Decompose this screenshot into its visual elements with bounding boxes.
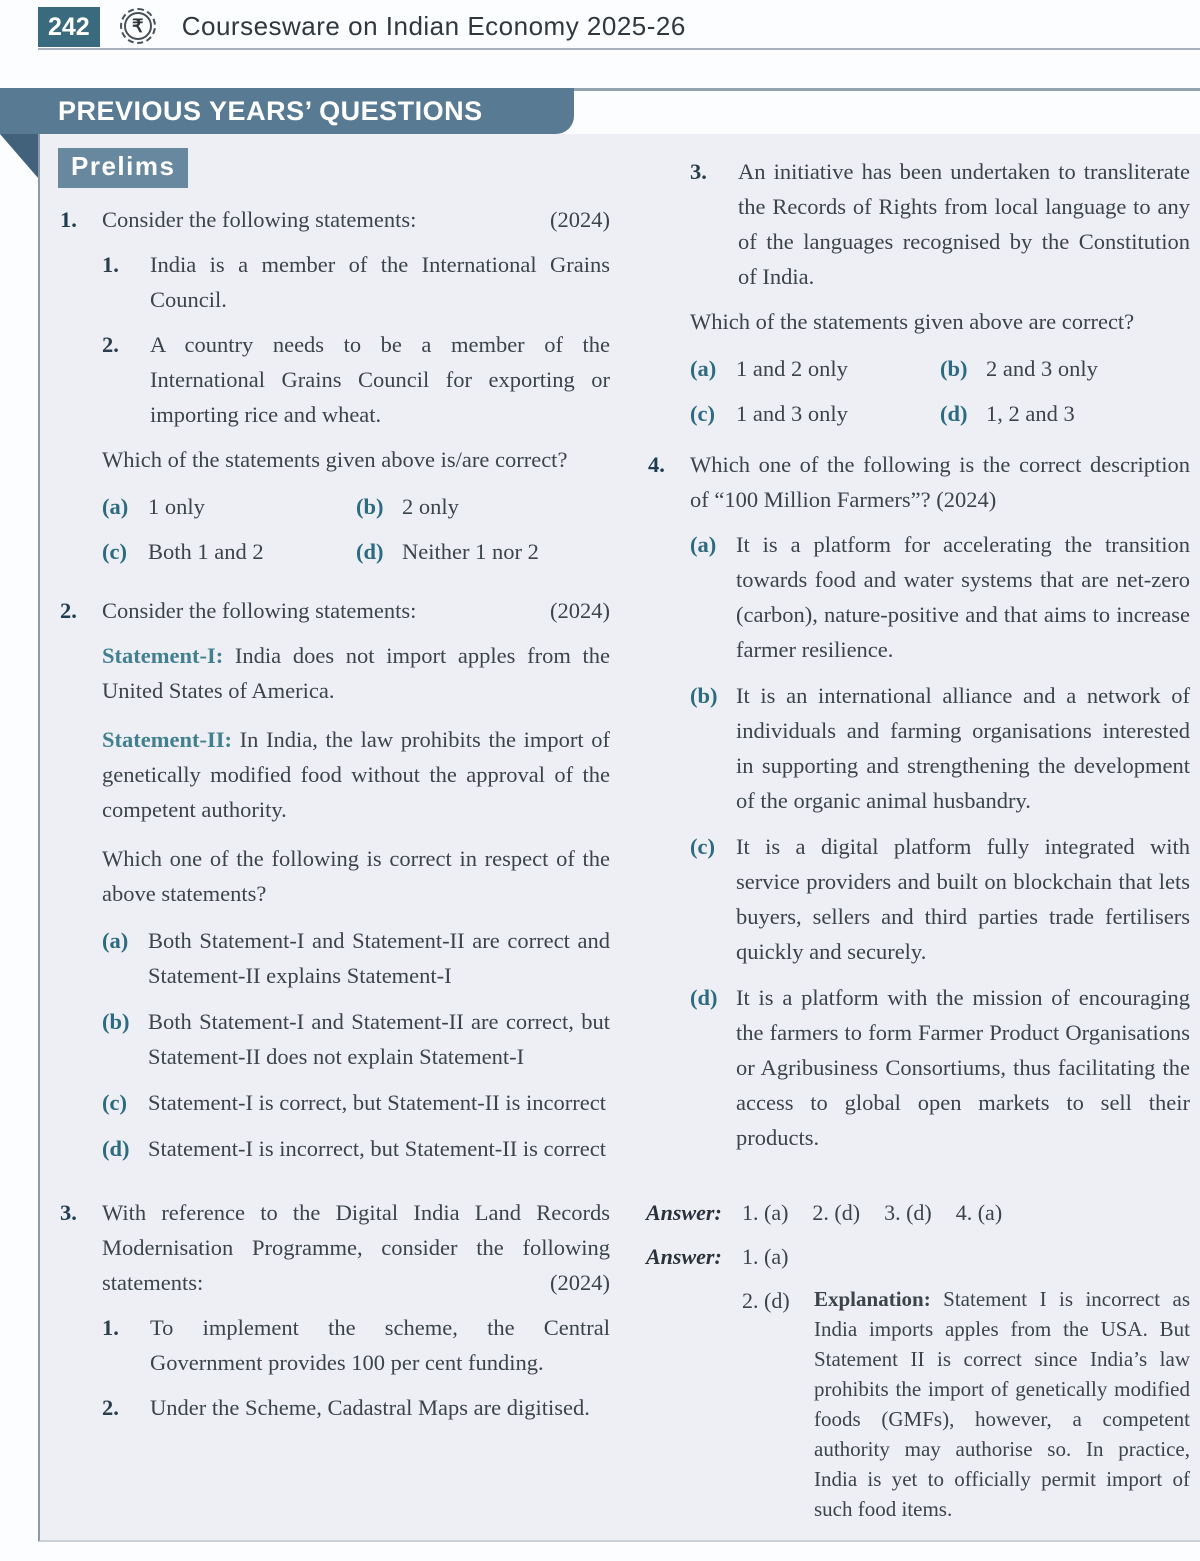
statement-text: A country needs to be a member of the International Grains Council for exporting or importing rice and wheat. — [150, 332, 610, 427]
question-body — [102, 593, 610, 1177]
option-b — [102, 1004, 610, 1074]
statement-II — [102, 722, 610, 827]
statement-number: 2. — [102, 332, 119, 357]
question-stem — [102, 202, 610, 237]
right-column — [646, 146, 1190, 1524]
option-letter: (b) — [356, 494, 384, 519]
question-year: (2024) — [936, 487, 997, 512]
book-title: Coursesware on Indian Economy 2025-26 — [181, 10, 686, 41]
option-letter: (b) — [940, 356, 968, 381]
statement-1 — [102, 1310, 610, 1380]
question-stem — [690, 447, 1190, 517]
statement-text: An initiative has been undertaken to transliterate the Records of Rights from local language to any of the languages recognised by the Constitution of India. — [738, 159, 1190, 289]
option-d — [102, 1131, 610, 1166]
question-prompt: Which of the statements given above is/are correct? — [102, 447, 568, 472]
option-b — [940, 351, 1190, 386]
statement-3 — [690, 154, 1190, 294]
option-letter: (a) — [102, 928, 129, 953]
answer-item: 2. (d) — [812, 1200, 861, 1225]
answer-items — [742, 1196, 1002, 1230]
section-banner: PREVIOUS YEARS’ QUESTIONS — [0, 88, 574, 134]
option-text: Both Statement-I and Statement-II are correct, but Statement-II does not explain Statement-I — [148, 1009, 610, 1069]
option-text: 2 and 3 only — [986, 356, 1098, 381]
prelims-badge: Prelims — [58, 148, 188, 188]
question-body — [690, 447, 1190, 1166]
statement-label: Statement-II: — [102, 727, 232, 752]
question-4 — [646, 447, 1190, 1166]
option-a — [102, 489, 356, 524]
option-letter: (c) — [102, 1090, 127, 1115]
option-c — [102, 534, 356, 569]
statement-text: India does not import apples from the United States of America. — [102, 643, 610, 703]
question-number: 4. — [648, 452, 665, 477]
answer-row-prelims — [646, 1196, 1190, 1230]
option-text: Statement-I is correct, but Statement-II is incorrect — [148, 1090, 606, 1115]
option-letter: (c) — [102, 539, 127, 564]
answer-item: 4. (a) — [955, 1200, 1003, 1225]
option-letter: (d) — [690, 985, 718, 1010]
option-a — [102, 923, 610, 993]
statement-text: India is a member of the International Grains Council. — [150, 252, 610, 312]
question-stem — [102, 1195, 610, 1300]
statement-number: 2. — [102, 1395, 119, 1420]
statement-1 — [102, 247, 610, 317]
option-text: 1 and 2 only — [736, 356, 848, 381]
statement-number: 1. — [102, 252, 119, 277]
option-letter: (a) — [690, 356, 717, 381]
statement-number: 1. — [102, 1315, 119, 1340]
rupee-coin-icon — [120, 8, 156, 44]
statement-2 — [102, 1390, 610, 1425]
question-year: (2024) — [550, 598, 610, 623]
statement-text: Under the Scheme, Cadastral Maps are digitised. — [150, 1395, 590, 1420]
question-1 — [58, 202, 610, 575]
statement-text: In India, the law prohibits the import of genetically modified food without the approval of the competent authority. — [102, 727, 610, 822]
option-text: Both Statement-I and Statement-II are correct and Statement-II explains Statement-I — [148, 928, 610, 988]
banner-rule — [574, 88, 1200, 91]
option-text: Statement-I is incorrect, but Statement-II is correct — [148, 1136, 606, 1161]
option-d — [356, 534, 610, 569]
option-letter: (d) — [356, 539, 384, 564]
options-grid — [690, 351, 1190, 431]
option-d — [940, 396, 1190, 431]
statement-number: 3. — [690, 159, 707, 184]
option-letter: (d) — [102, 1136, 130, 1161]
option-a — [690, 351, 940, 386]
answer-label: Answer: — [646, 1200, 722, 1225]
question-stem-text: Consider the following statements: — [102, 598, 417, 623]
left-column — [58, 146, 610, 1524]
answer-item: 3. (d) — [884, 1200, 932, 1225]
option-a — [690, 527, 1190, 667]
option-text: Neither 1 nor 2 — [402, 539, 539, 564]
statement-text: To implement the scheme, the Central Government provides 100 per cent funding. — [150, 1315, 610, 1375]
option-letter: (a) — [690, 532, 717, 557]
corner-fold — [0, 134, 38, 178]
page-number: 242 — [38, 7, 100, 47]
option-text: It is a digital platform fully integrated with service providers and built on blockchain that lets buyers, sellers and third parties trade fertilisers quickly and securely. — [736, 834, 1190, 964]
question-stem-text: Which one of the following is the correct description of “100 Million Farmers”? — [690, 452, 1190, 512]
option-d — [690, 980, 1190, 1155]
statement-I — [102, 638, 610, 708]
option-text: It is an international alliance and a network of individuals and farming organisations interested in supporting and strengthening the development of the organic animal husbandry. — [736, 683, 1190, 813]
statement-2 — [102, 327, 610, 432]
option-text: 1 and 3 only — [736, 401, 848, 426]
question-stem — [102, 593, 610, 628]
question-2 — [58, 593, 610, 1177]
answer-items — [742, 1240, 788, 1274]
option-text: Both 1 and 2 — [148, 539, 264, 564]
question-number: 1. — [60, 207, 77, 232]
option-letter: (b) — [690, 683, 718, 708]
question-year: (2024) — [550, 207, 610, 232]
question-stem-text: Consider the following statements: — [102, 207, 417, 232]
content-panel — [38, 134, 1200, 1542]
statement-label: Statement-I: — [102, 643, 224, 668]
option-letter: (a) — [102, 494, 129, 519]
answer-row-second — [646, 1240, 1190, 1274]
answers-section — [646, 1196, 1190, 1524]
question-prompt: Which of the statements given above are correct? — [690, 309, 1135, 334]
option-letter: (d) — [940, 401, 968, 426]
option-text: 1, 2 and 3 — [986, 401, 1075, 426]
explanation-label: Explanation: — [814, 1287, 931, 1311]
option-letter: (b) — [102, 1009, 130, 1034]
section-banner-row — [0, 88, 1200, 134]
two-column-layout — [58, 146, 1190, 1524]
answer-label: Answer: — [646, 1244, 722, 1269]
question-prompt: Which one of the following is correct in respect of the above statements? — [102, 846, 610, 906]
option-text: 1 only — [148, 494, 205, 519]
question-number: 3. — [60, 1200, 77, 1225]
explanation-text: Statement I is incorrect as India imports apples from the USA. But Statement II is correct since India’s law prohibits the import of genetically modified foods (GMFs), however, a competent authority may authorise so. In practice, India is yet to officially permit import of such food items. — [814, 1287, 1191, 1521]
option-b — [356, 489, 610, 524]
option-c — [102, 1085, 610, 1120]
question-body — [102, 202, 610, 575]
option-text: 2 only — [402, 494, 459, 519]
rupee-symbol: ₹ — [124, 12, 152, 40]
answer-item: 2. (d) — [742, 1288, 790, 1313]
question-year: (2024) — [550, 1270, 610, 1295]
option-c — [690, 829, 1190, 969]
question-number: 2. — [60, 598, 77, 623]
question-3 — [58, 1195, 610, 1435]
question-3-continued — [690, 154, 1190, 431]
answer-item: 1. (a) — [742, 1244, 789, 1269]
answer-item: 1. (a) — [742, 1200, 789, 1225]
option-b — [690, 678, 1190, 818]
answer-explanation-row — [742, 1284, 1190, 1524]
option-letter: (c) — [690, 401, 715, 426]
question-stem-text: With reference to the Digital India Land Records Modernisation Programme, consider the following statements: — [102, 1200, 610, 1295]
option-text: It is a platform for accelerating the transition towards food and water systems that are net-zero (carbon), nature-positive and that aims to increase farmer resilience. — [736, 532, 1190, 662]
explanation — [814, 1284, 1190, 1524]
page-header — [38, 6, 1200, 50]
option-c — [690, 396, 940, 431]
options-grid — [102, 489, 610, 569]
option-text: It is a platform with the mission of encouraging the farmers to form Farmer Product Organisations or Agribusiness Consortiums, thus facilitating the access to global open markets to sell their products. — [736, 985, 1190, 1150]
option-letter: (c) — [690, 834, 715, 859]
question-body — [102, 1195, 610, 1435]
